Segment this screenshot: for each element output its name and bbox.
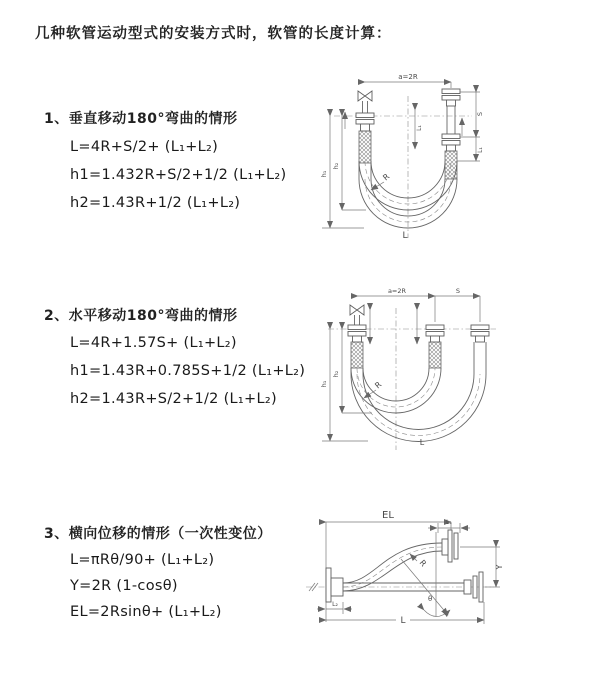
dim-label-h2: h₂ bbox=[332, 162, 340, 170]
valve-icon bbox=[358, 91, 372, 113]
dim-label-a2r: a=2R bbox=[398, 73, 418, 81]
braided-hose-left bbox=[351, 342, 363, 368]
dim-label-y: Y bbox=[495, 564, 504, 570]
section-1-heading: 1、垂直移动180°弯曲的情形 bbox=[44, 111, 238, 127]
dim-label-s: S bbox=[455, 287, 461, 295]
dim-label-l2: L₂ bbox=[332, 601, 338, 608]
section-2-formula-L: L=4R+1.57S+ (L₁+L₂) bbox=[70, 335, 237, 351]
middle-flange bbox=[426, 325, 444, 342]
section-2-heading: 2、水平移动180°弯曲的情形 bbox=[44, 308, 238, 324]
section-2-formula-h2: h2=1.43R+S/2+1/2 (L₁+L₂) bbox=[70, 391, 277, 407]
section-3-formula-L: L=πRθ/90+ (L₁+L₂) bbox=[70, 552, 215, 568]
upper-right-flange bbox=[442, 530, 458, 562]
dim-label-h1: h₁ bbox=[320, 170, 328, 178]
right-flange-upper bbox=[442, 89, 460, 106]
valve-icon bbox=[350, 305, 364, 325]
dim-label-l1-right: L₁ bbox=[477, 147, 484, 153]
diagram-lateral-displacement bbox=[298, 502, 598, 654]
section-1-formula-h2: h2=1.43R+1/2 (L₁+L₂) bbox=[70, 195, 241, 211]
hose-u-bend bbox=[351, 368, 486, 442]
section-3-heading: 3、横向位移的情形（一次性变位） bbox=[44, 526, 272, 542]
section-2-formula-h1: h1=1.43R+0.785S+1/2 (L₁+L₂) bbox=[70, 363, 306, 379]
right-flange bbox=[471, 325, 489, 342]
dim-label-l1-mid: L₁ bbox=[416, 125, 423, 131]
braided-hose-middle bbox=[429, 342, 441, 368]
dim-label-s: S bbox=[476, 111, 484, 117]
dim-label-l1: L₁ bbox=[446, 519, 452, 526]
section-1-formula-L: L=4R+S/2+ (L₁+L₂) bbox=[70, 139, 219, 155]
page-title: 几种软管运动型式的安装方式时，软管的长度计算： bbox=[35, 26, 392, 42]
angle-arc bbox=[424, 610, 450, 617]
left-flange bbox=[356, 113, 374, 131]
right-flange-lower bbox=[442, 134, 460, 151]
braided-hose-left bbox=[359, 131, 371, 163]
right-flange bbox=[464, 572, 483, 602]
radius-label: R bbox=[417, 558, 429, 569]
section-3-formula-EL: EL=2Rsinθ+ (L₁+L₂) bbox=[70, 604, 222, 620]
dim-label-a2r: a=2R bbox=[387, 287, 407, 295]
radius-label: R bbox=[373, 379, 384, 391]
diagram-horizontal-180-bend bbox=[310, 282, 600, 460]
length-label: L bbox=[402, 231, 408, 241]
left-flange bbox=[326, 568, 343, 602]
length-label: L bbox=[419, 438, 425, 447]
radius-label: R bbox=[381, 171, 392, 183]
section-1-formula-h1: h1=1.432R+S/2+1/2 (L₁+L₂) bbox=[70, 167, 287, 183]
length-label: L bbox=[400, 616, 406, 626]
left-flange bbox=[348, 325, 366, 342]
dim-label-h1: h₁ bbox=[320, 380, 328, 388]
hose-s-curve bbox=[343, 543, 442, 591]
diagram-vertical-180-bend bbox=[308, 66, 598, 266]
section-3-formula-Y: Y=2R (1-cosθ) bbox=[70, 578, 178, 594]
dim-label-el: EL bbox=[382, 510, 394, 521]
dim-label-h2: h₂ bbox=[332, 370, 340, 378]
angle-label: θ bbox=[428, 595, 433, 603]
